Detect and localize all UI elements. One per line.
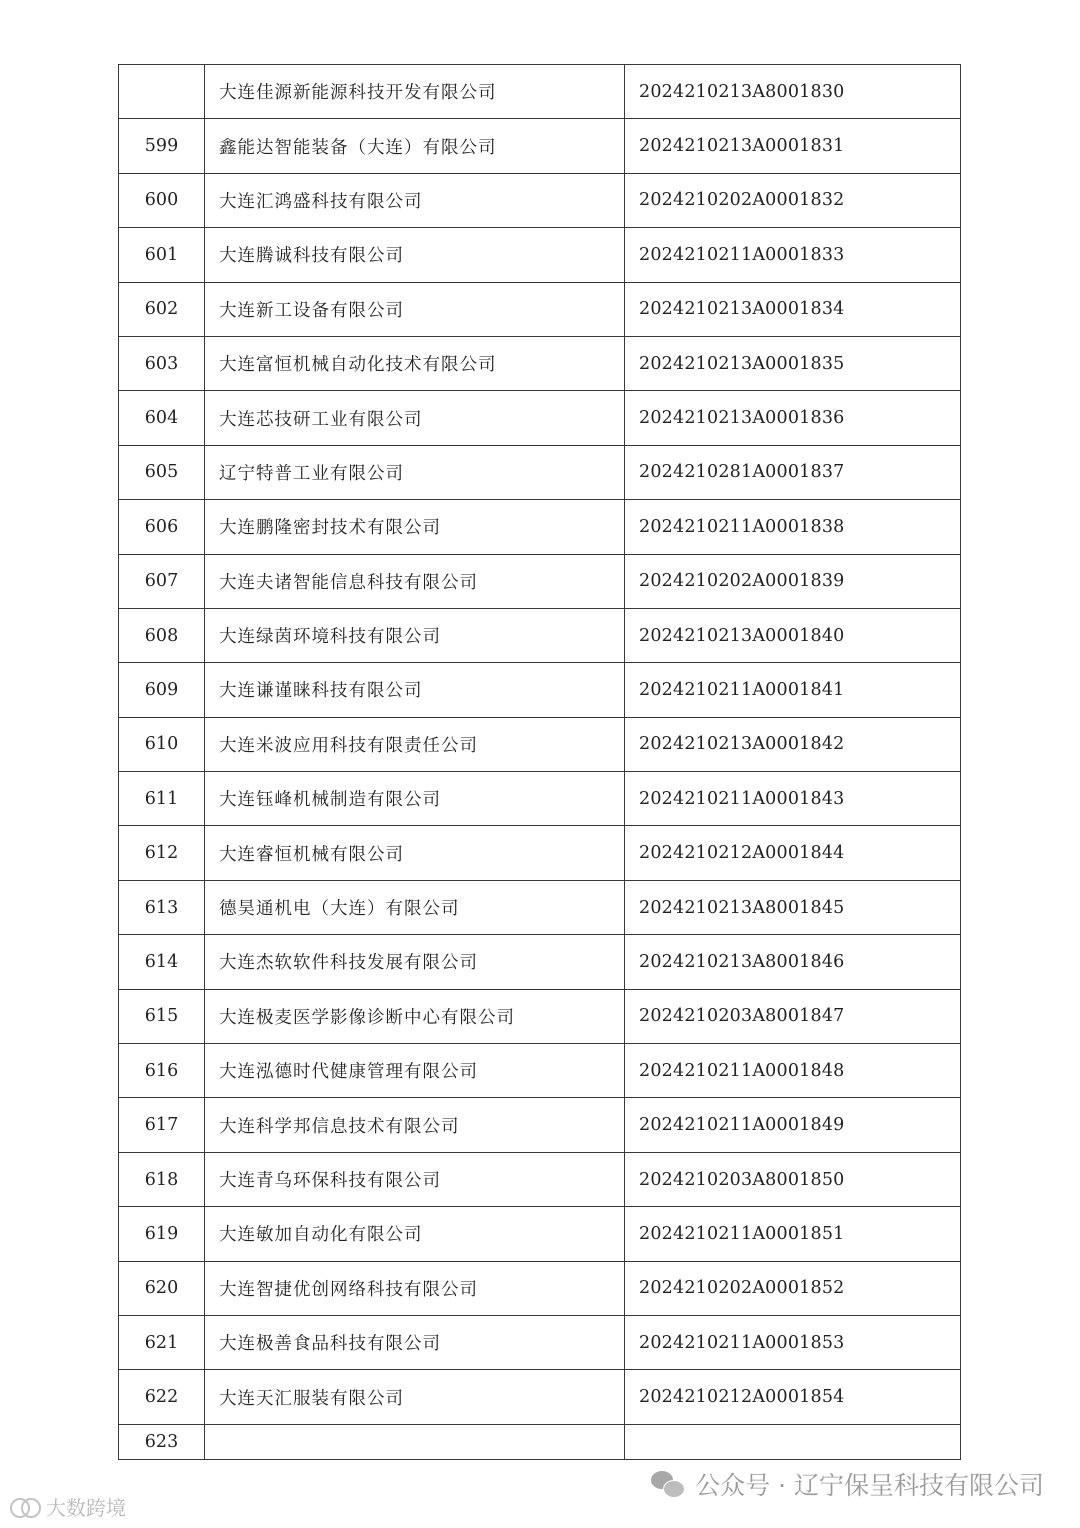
account-watermark-text: 公众号 · 辽宁保呈科技有限公司 [695,1471,1044,1500]
company-name: 大连绿茵环境科技有限公司 [205,608,625,662]
table-row [119,989,961,1043]
table-row [119,1044,961,1098]
corner-watermark [10,1492,126,1521]
table-row [119,1261,961,1315]
registration-code: 2024210211A0001848 [625,1044,961,1098]
company-name: 鑫能达智能装备（大连）有限公司 [205,119,625,173]
registration-code: 2024210213A0001831 [625,119,961,173]
row-number: 605 [119,445,205,499]
company-name: 大连鹏隆密封技术有限公司 [205,500,625,554]
registration-code: 2024210213A0001834 [625,282,961,336]
row-number: 614 [119,935,205,989]
table-row [119,391,961,445]
table-row [119,554,961,608]
table-row [119,65,961,119]
table-row [119,500,961,554]
row-number: 608 [119,608,205,662]
account-watermark [651,1466,1044,1502]
registration-code: 2024210202A0001839 [625,554,961,608]
table-row [119,717,961,771]
table-row [119,1424,961,1459]
row-number: 606 [119,500,205,554]
company-name: 大连杰软软件科技发展有限公司 [205,935,625,989]
row-number: 601 [119,228,205,282]
company-name: 大连青乌环保科技有限公司 [205,1152,625,1206]
company-name: 德昊通机电（大连）有限公司 [205,880,625,934]
company-name: 大连汇鸿盛科技有限公司 [205,173,625,227]
table-body [119,65,961,1460]
row-number: 611 [119,772,205,826]
registration-code [625,1424,961,1459]
company-name: 大连科学邦信息技术有限公司 [205,1098,625,1152]
row-number: 609 [119,663,205,717]
row-number: 616 [119,1044,205,1098]
table-row [119,826,961,880]
company-name: 大连夫诸智能信息科技有限公司 [205,554,625,608]
row-number: 618 [119,1152,205,1206]
table-row [119,663,961,717]
registration-code: 2024210202A0001832 [625,173,961,227]
row-number: 623 [119,1424,205,1459]
company-name: 大连佳源新能源科技开发有限公司 [205,65,625,119]
table-row [119,880,961,934]
registration-code: 2024210213A0001835 [625,336,961,390]
corner-watermark-text: 大数跨境 [46,1496,126,1520]
registration-code: 2024210212A0001854 [625,1370,961,1424]
company-name: 大连天汇服装有限公司 [205,1370,625,1424]
company-name: 大连米波应用科技有限责任公司 [205,717,625,771]
row-number: 603 [119,336,205,390]
registration-code: 2024210213A0001836 [625,391,961,445]
company-name: 大连芯技研工业有限公司 [205,391,625,445]
registration-code: 2024210213A8001845 [625,880,961,934]
company-name: 大连富恒机械自动化技术有限公司 [205,336,625,390]
table-row [119,1315,961,1369]
row-number: 599 [119,119,205,173]
company-name: 大连智捷优创网络科技有限公司 [205,1261,625,1315]
registration-code: 2024210203A8001850 [625,1152,961,1206]
company-name: 大连极善食品科技有限公司 [205,1315,625,1369]
row-number: 607 [119,554,205,608]
row-number: 620 [119,1261,205,1315]
registration-code: 2024210212A0001844 [625,826,961,880]
table-row [119,1207,961,1261]
table-row [119,119,961,173]
company-name: 大连极麦医学影像诊断中心有限公司 [205,989,625,1043]
row-number: 617 [119,1098,205,1152]
wechat-icon [651,1469,685,1499]
registration-code: 2024210211A0001849 [625,1098,961,1152]
row-number: 615 [119,989,205,1043]
registration-code: 2024210211A0001843 [625,772,961,826]
row-number: 619 [119,1207,205,1261]
registration-code: 2024210213A0001840 [625,608,961,662]
row-number: 610 [119,717,205,771]
brand-logo-icon [10,1496,40,1518]
company-name: 辽宁特普工业有限公司 [205,445,625,499]
company-name: 大连敏加自动化有限公司 [205,1207,625,1261]
table-row [119,772,961,826]
table-row [119,173,961,227]
registration-code: 2024210281A0001837 [625,445,961,499]
company-name: 大连钰峰机械制造有限公司 [205,772,625,826]
company-name: 大连谦谨睐科技有限公司 [205,663,625,717]
table-row [119,282,961,336]
company-name: 大连腾诚科技有限公司 [205,228,625,282]
company-name: 大连新工设备有限公司 [205,282,625,336]
row-number: 613 [119,880,205,934]
company-name: 大连泓德时代健康管理有限公司 [205,1044,625,1098]
company-registry-table [118,64,961,1460]
row-number: 612 [119,826,205,880]
registration-code: 2024210213A8001830 [625,65,961,119]
registration-code: 2024210211A0001833 [625,228,961,282]
registration-code: 2024210211A0001838 [625,500,961,554]
table-row [119,336,961,390]
registration-code: 2024210211A0001841 [625,663,961,717]
row-number: 622 [119,1370,205,1424]
company-name: 大连睿恒机械有限公司 [205,826,625,880]
table-row [119,1370,961,1424]
table-row [119,228,961,282]
table-row [119,1152,961,1206]
row-number: 604 [119,391,205,445]
row-number: 600 [119,173,205,227]
table-row [119,1098,961,1152]
registration-code: 2024210213A0001842 [625,717,961,771]
registration-code: 2024210202A0001852 [625,1261,961,1315]
row-number [119,65,205,119]
registration-code: 2024210213A8001846 [625,935,961,989]
company-name [205,1424,625,1459]
registration-code: 2024210211A0001853 [625,1315,961,1369]
table-row [119,608,961,662]
registration-code: 2024210203A8001847 [625,989,961,1043]
row-number: 621 [119,1315,205,1369]
table-row [119,935,961,989]
table-row [119,445,961,499]
registration-code: 2024210211A0001851 [625,1207,961,1261]
row-number: 602 [119,282,205,336]
